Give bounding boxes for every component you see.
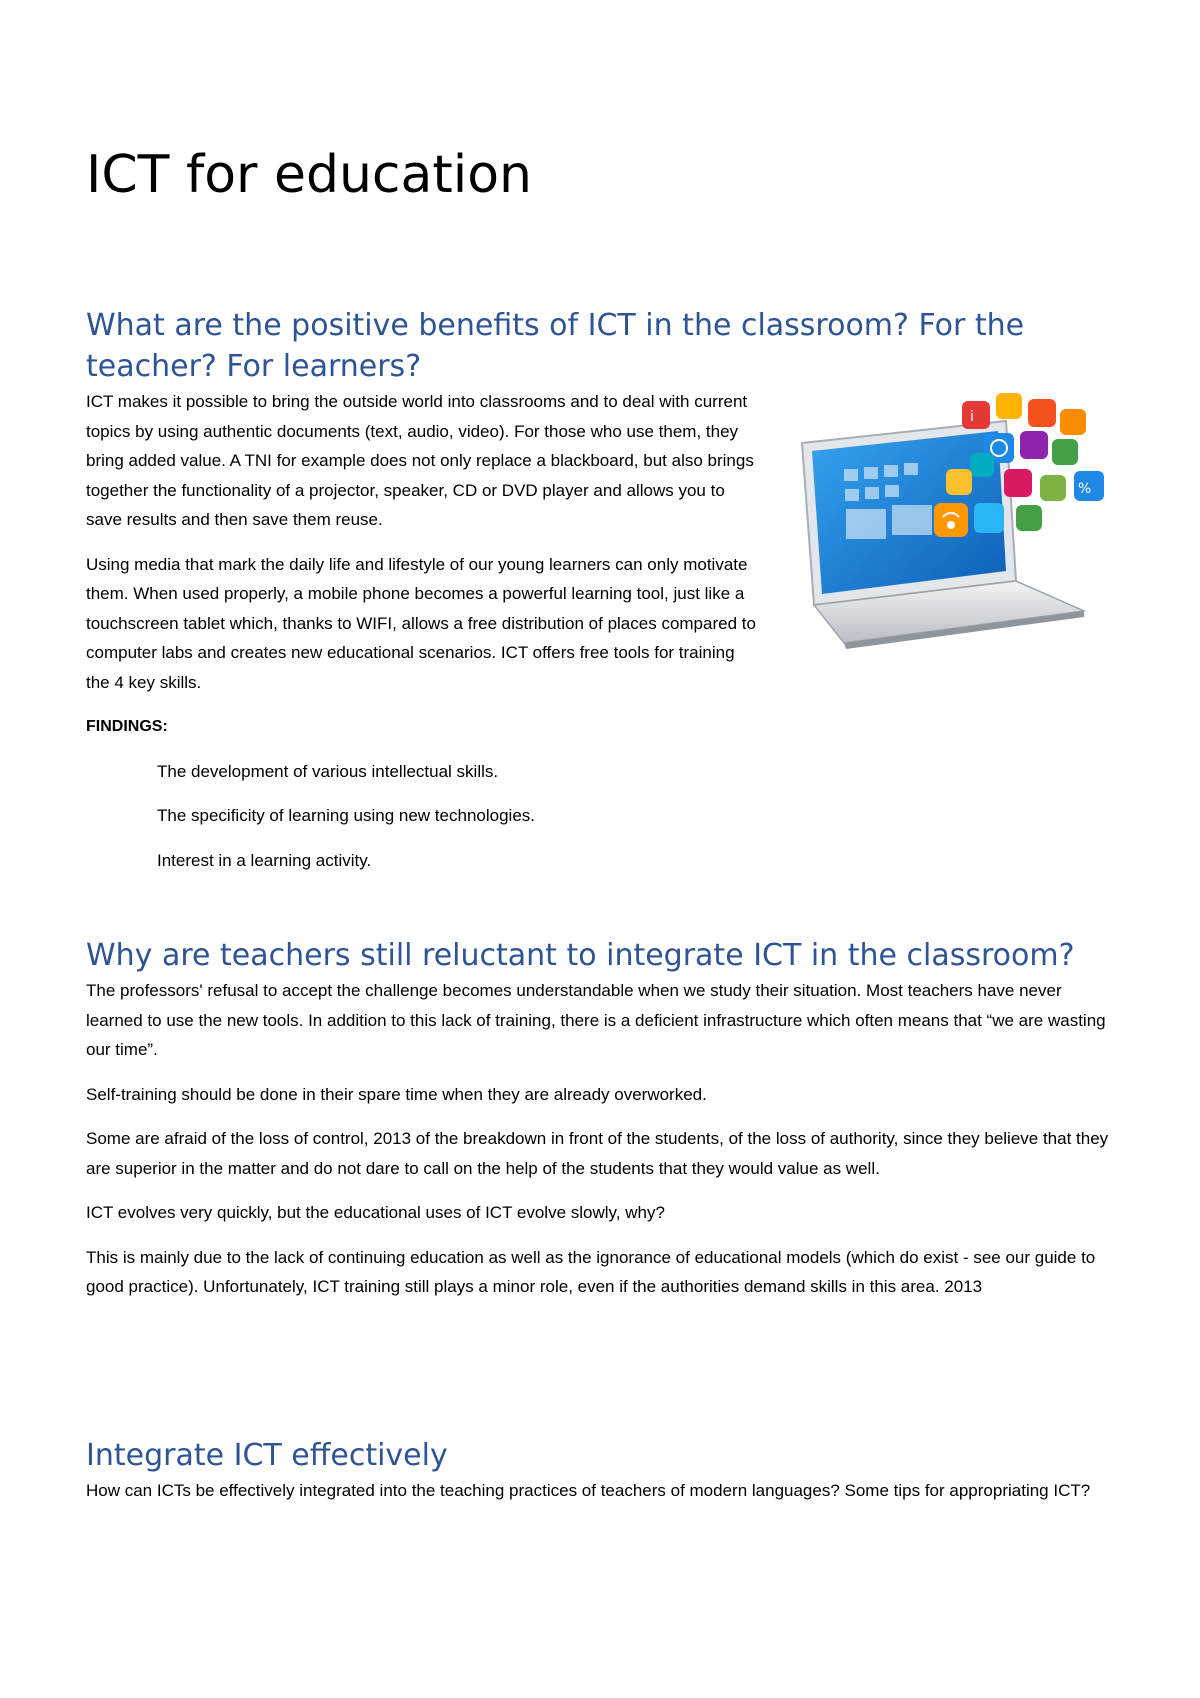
section-benefits: [86, 305, 1114, 875]
section-heading-integrate: Integrate ICT effectively: [86, 1438, 448, 1473]
laptop-apps-illustration: [784, 391, 1114, 653]
reluctance-paragraph-1: The professors' refusal to accept the challenge becomes understandable when we study their situation. Most teachers have never learned to use the new tools. In addition to this lack of training, there is a deficient infrastructure which often means that “we are wasting our time”.: [86, 981, 1106, 1059]
svg-text:%: %: [1078, 481, 1092, 497]
integrate-paragraph-1: How can ICTs be effectively integrated into the teaching practices of teachers of modern languages? Some tips for appropriating ICT?: [86, 1481, 1091, 1500]
reluctance-paragraph-3: Some are afraid of the loss of control, 2013 of the breakdown in front of the students, of the loss of authority, since they believe that they are superior in the matter and do not dare to call on the help of the students that they would value as well.: [86, 1129, 1109, 1178]
findings-label: FINDINGS:: [86, 718, 168, 735]
laptop-icon: [784, 391, 1114, 653]
section-heading-reluctance: Why are teachers still reluctant to integrate ICT in the classroom?: [86, 938, 1075, 973]
section-integrate: [86, 1435, 1114, 1506]
reluctance-paragraph-5: This is mainly due to the lack of continuing education as well as the ignorance of educational models (which do exist - see our guide to good practice). Unfortunately, ICT training still plays a minor role, even if the authorities demand skills in this area. 2013: [86, 1247, 1096, 1296]
benefits-paragraph-2: Using media that mark the daily life and lifestyle of our young learners can only motivate them. When used properly, a mobile phone becomes a powerful learning tool, just like a touchscreen tablet which, thanks to WIFI, allows a free distribution of places compared to computer labs and creates new educational scenarios. ICT offers free tools for training the 4 key skills.: [86, 554, 756, 692]
finding-item: The specificity of learning using new technologies.: [157, 806, 535, 825]
benefits-paragraph-1: ICT makes it possible to bring the outside world into classrooms and to deal with current topics by using authentic documents (text, audio, video). For those who use them, they bring added value. A TNI for example does not only replace a blackboard, but also brings together the functionality of a projector, speaker, CD or DVD player and allows you to save results and then save them reuse.: [86, 392, 754, 529]
reluctance-paragraph-2: Self-training should be done in their spare time when they are already overworked.: [86, 1084, 707, 1104]
svg-text:i: i: [970, 409, 974, 425]
finding-item: The development of various intellectual skills.: [157, 761, 499, 781]
section-reluctance: [86, 935, 1114, 1302]
document-title: ICT for education: [86, 145, 532, 205]
section-heading-benefits: What are the positive benefits of ICT in the classroom? For the teacher? For learners?: [86, 308, 1025, 384]
reluctance-paragraph-4: ICT evolves very quickly, but the educational uses of ICT evolve slowly, why?: [86, 1203, 665, 1222]
finding-item: Interest in a learning activity.: [157, 850, 372, 870]
